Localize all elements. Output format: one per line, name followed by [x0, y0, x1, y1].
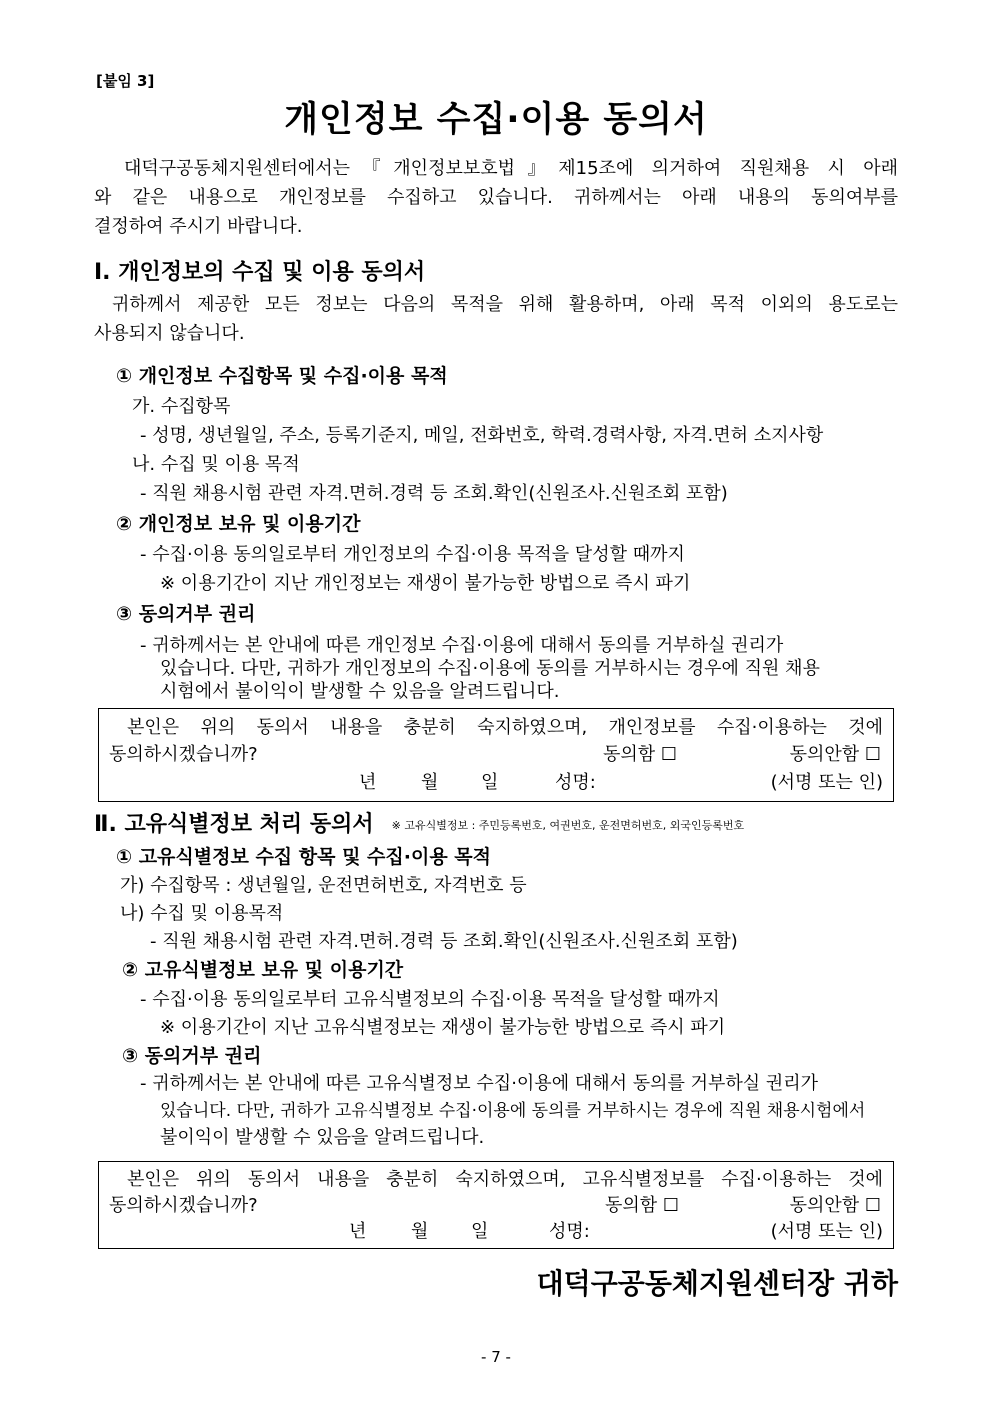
intro-line-1: 대덕구공동체지원센터에서는『개인정보보호법』제15조에 의거하여 직원채용 시 아래	[124, 158, 898, 179]
section2-consent-box	[98, 1161, 894, 1249]
section2-name-label: 성명:	[549, 1221, 590, 1242]
section1-item1-heading: ① 개인정보 수집항목 및 수집·이용 목적	[116, 365, 448, 387]
section1-agree-checkbox[interactable]: 동의함 ☐	[602, 744, 677, 765]
section2-item2-text: - 수집·이용 동의일로부터 고유식별정보의 수집·이용 목적을 달성할 때까지	[140, 989, 720, 1010]
section1-disagree-checkbox[interactable]: 동의안함 ☐	[789, 744, 881, 765]
section1-heading: Ⅰ. 개인정보의 수집 및 이용 동의서	[94, 260, 426, 285]
recipient-signature: 대덕구공동체지원센터장 귀하	[536, 1267, 898, 1300]
section2-item1-a-text: 가) 수집항목 : 생년월일, 운전면허번호, 자격번호 등	[120, 875, 527, 896]
section1-day-label: 일	[481, 772, 499, 793]
section2-year-label: 년	[349, 1221, 367, 1242]
section1-item3-text-2: 있습니다. 다만, 귀하가 개인정보의 수집·이용에 동의를 거부하시는 경우에 직원 채용	[160, 658, 820, 679]
section2-consent-line1: 본인은 위의 동의서 내용을 충분히 숙지하였으며, 고유식별정보를 수집·이용하는 것에	[127, 1169, 883, 1190]
section1-item1-b-text: - 직원 채용시험 관련 자격.면허.경력 등 조회.확인(신원조사.신원조회 포함)	[140, 483, 728, 504]
section1-item3-heading: ③ 동의거부 권리	[116, 603, 256, 625]
section2-item1-b-label: 나) 수집 및 이용목적	[120, 903, 284, 924]
section2-item1-heading: ① 고유식별정보 수집 항목 및 수집·이용 목적	[116, 846, 492, 868]
section2-heading-note: ※ 고유식별정보 : 주민등록번호, 여권번호, 운전면허번호, 외국인등록번호	[391, 819, 745, 832]
section1-consent-line2: 동의하시겠습니까?	[109, 744, 258, 765]
section2-heading-row	[94, 810, 744, 843]
section2-item1-b-text: - 직원 채용시험 관련 자격.면허.경력 등 조회.확인(신원조사.신원조회 포함)	[150, 931, 738, 952]
section1-item2-note: ※ 이용기간이 지난 개인정보는 재생이 불가능한 방법으로 즉시 파기	[160, 573, 691, 594]
section1-desc-2: 사용되지 않습니다.	[94, 323, 245, 344]
section1-consent-line1: 본인은 위의 동의서 내용을 충분히 숙지하였으며, 개인정보를 수집·이용하는 것에	[127, 717, 883, 738]
attachment-label: [붙임 3]	[96, 72, 155, 90]
section2-disagree-checkbox[interactable]: 동의안함 ☐	[789, 1195, 881, 1216]
section1-item1-b-label: 나. 수집 및 이용 목적	[132, 454, 300, 475]
section1-item2-text: - 수집·이용 동의일로부터 개인정보의 수집·이용 목적을 달성할 때까지	[140, 544, 685, 565]
section2-signature-field[interactable]: (서명 또는 인)	[770, 1221, 883, 1242]
section2-item3-text-2: 있습니다. 다만, 귀하가 고유식별정보 수집·이용에 동의를 거부하시는 경우에 직원 채용시험에서	[160, 1101, 866, 1121]
intro-line-3: 결정하여 주시기 바랍니다.	[94, 216, 303, 237]
section2-day-label: 일	[471, 1221, 489, 1242]
section1-year-label: 년	[359, 772, 377, 793]
section2-agree-checkbox[interactable]: 동의함 ☐	[604, 1195, 679, 1216]
section2-item3-text-3: 불이익이 발생할 수 있음을 알려드립니다.	[160, 1127, 485, 1148]
section2-item2-heading: ② 고유식별정보 보유 및 이용기간	[122, 959, 404, 981]
section2-item3-text-1: - 귀하께서는 본 안내에 따른 고유식별정보 수집·이용에 대해서 동의를 거부하실 권리가	[140, 1073, 819, 1094]
section1-item1-a-text: - 성명, 생년월일, 주소, 등록기준지, 메일, 전화번호, 학력.경력사항, 자격.면허 소지사항	[140, 425, 824, 446]
section1-signature-field[interactable]: (서명 또는 인)	[770, 772, 883, 793]
section2-item3-heading: ③ 동의거부 권리	[122, 1045, 262, 1067]
section2-heading: Ⅱ. 고유식별정보 처리 동의서	[94, 812, 374, 837]
section2-month-label: 월	[411, 1221, 429, 1242]
section1-item2-heading: ② 개인정보 보유 및 이용기간	[116, 513, 361, 535]
page-title: 개인정보 수집·이용 동의서	[284, 100, 708, 140]
page-number: - 7 -	[481, 1348, 511, 1366]
section2-consent-line2: 동의하시겠습니까?	[109, 1195, 258, 1216]
section1-desc-1: 귀하께서 제공한 모든 정보는 다음의 목적을 위해 활용하며, 아래 목적 이외의 용도로는	[112, 294, 898, 315]
section1-month-label: 월	[421, 772, 439, 793]
section2-item2-note: ※ 이용기간이 지난 고유식별정보는 재생이 불가능한 방법으로 즉시 파기	[160, 1017, 726, 1038]
section1-item3-text-3: 시험에서 불이익이 발생할 수 있음을 알려드립니다.	[160, 681, 560, 702]
section1-consent-box	[98, 708, 894, 802]
section1-item1-a-label: 가. 수집항목	[132, 396, 231, 417]
section1-name-label: 성명:	[555, 772, 596, 793]
section1-item3-text-1: - 귀하께서는 본 안내에 따른 개인정보 수집·이용에 대해서 동의를 거부하실 권리가	[140, 635, 784, 656]
intro-line-2: 와 같은 내용으로 개인정보를 수집하고 있습니다. 귀하께서는 아래 내용의 동의여부를	[94, 187, 898, 208]
